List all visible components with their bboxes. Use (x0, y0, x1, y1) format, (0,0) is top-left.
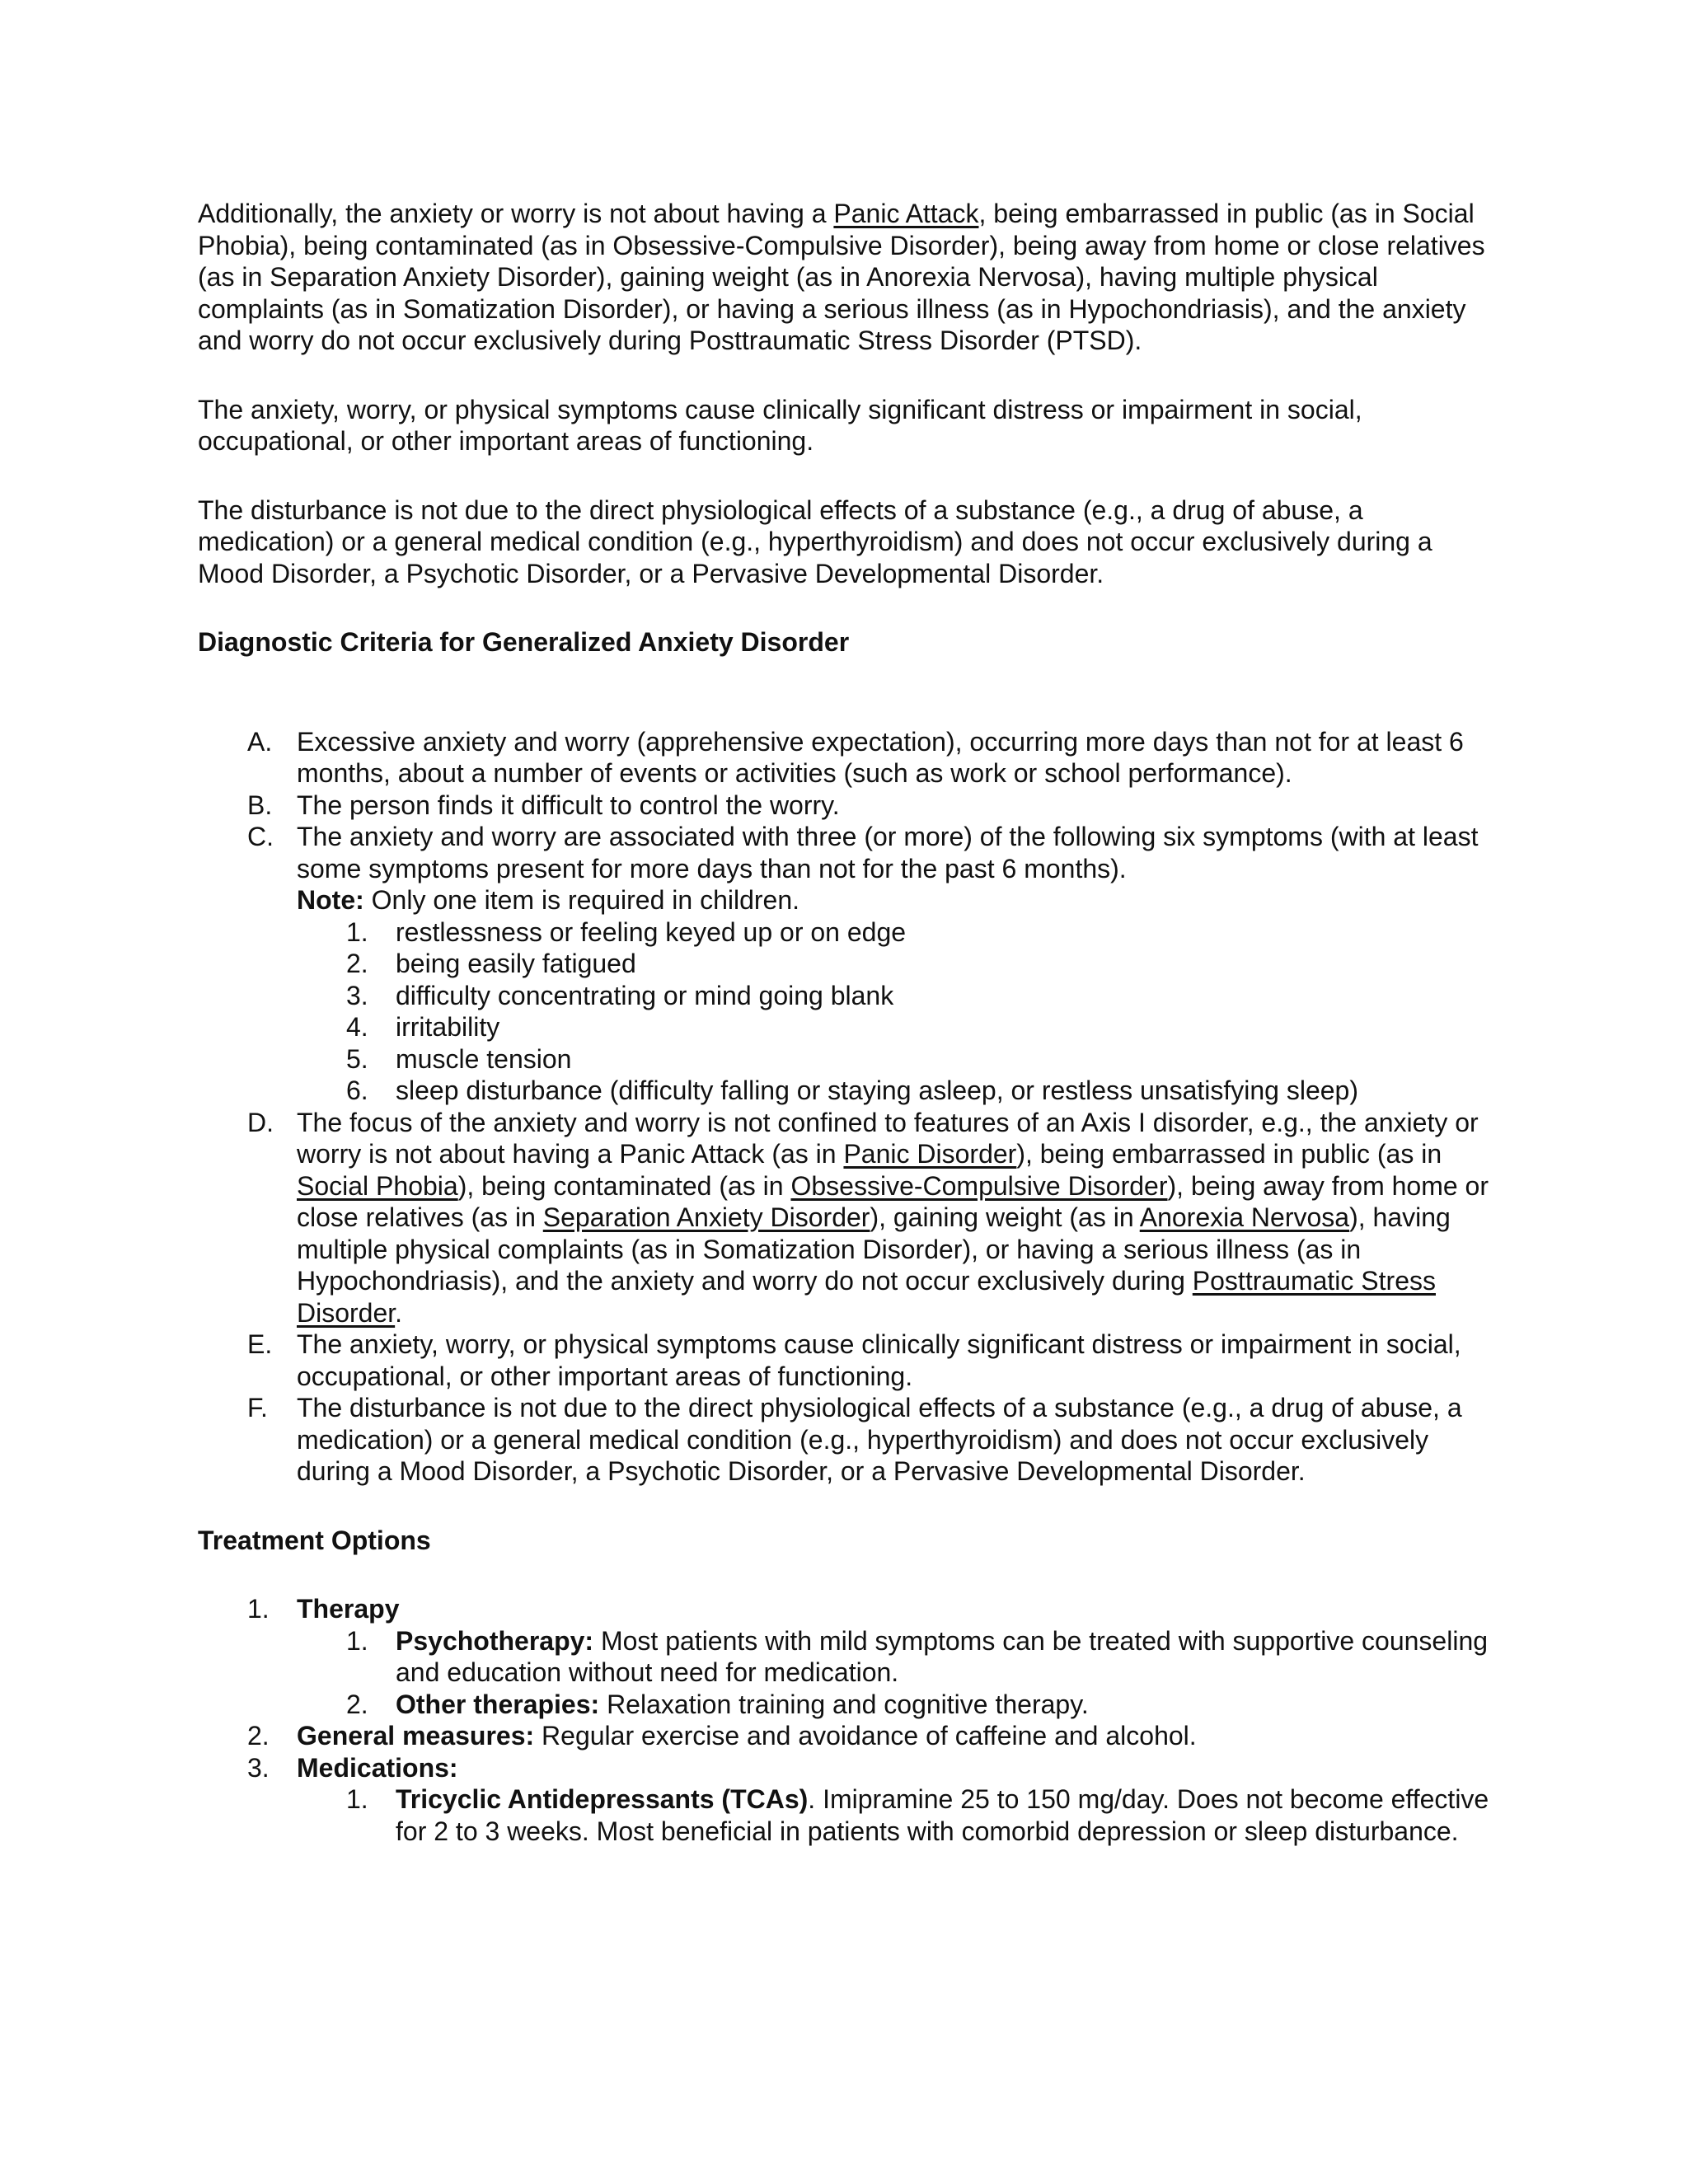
therapy-item: 2. Other therapies: Relaxation training and cognitive therapy. (346, 1689, 1089, 1719)
panic-attack-link[interactable]: Panic Attack (833, 199, 979, 228)
ptsd-link[interactable]: Posttraumatic Stress Disorder (297, 1266, 1436, 1328)
panic-disorder-link[interactable]: Panic Disorder (843, 1139, 1017, 1169)
treatment-label: General measures: (297, 1721, 535, 1750)
therapy-item: 1. Psychotherapy: Most patients with mild symptoms can be treated with supportive counseling and education without need for medication. (346, 1625, 1489, 1687)
criterion-b (198, 790, 1500, 822)
criterion-note (297, 884, 1500, 916)
symptom-item: 1. restlessness or feeling keyed up or on edge (346, 916, 907, 947)
criterion-a (198, 726, 1500, 790)
symptom-item: 5. muscle tension (346, 1043, 572, 1074)
note-label: Note: (297, 885, 364, 915)
document-page (198, 198, 1500, 1847)
medication-item: 1. Tricyclic Antidepressants (TCAs). Imipramine 25 to 150 mg/day. Does not become effective for 2 to 3 weeks. Most beneficial in patients with comorbid depression or sleep disturbance. (346, 1784, 1489, 1846)
criterion-text: Excessive anxiety and worry (apprehensive expectation), occurring more days than not for at least 6 months, about a number of events or activities (such as work or school performance). (297, 726, 1464, 788)
criterion-d: D. The focus of the anxiety and worry is not confined to features of an Axis I disorder, e.g., the anxiety or worry is not about having a Panic Attack (as in Panic Disorder), being embarrassed in public (as in Social Phobia), being contaminated (as in Obsessive-Compulsive Disorder), being away from home or close relatives (as in Separation Anxiety Disorder), gaining weight (as in Anorexia Nervosa), having multiple physical complaints (as in Somatization Disorder), or having a serious illness (as in Hypochondriasis), and the anxiety and worry do not occur exclusively during Posttraumatic Stress Disorder. (247, 1107, 1489, 1328)
paragraph-impairment: The anxiety, worry, or physical symptoms cause clinically significant distress or impairment in social, occupational, or other important areas of functioning. (198, 394, 1362, 456)
criterion-text: The disturbance is not due to the direct physiological effects of a substance (e.g., a drug of abuse, a medication) or a general medical condition (e.g., hyperthyroidism) and does not occur exclusively during a Mood Disorder, a Psychotic Disorder, or a Pervasive Developmental Disorder. (297, 1393, 1462, 1486)
treatment-options-heading: Treatment Options (198, 1525, 431, 1555)
criterion-f (198, 1392, 1500, 1488)
criteria-list (198, 726, 1500, 1488)
treatment-medications: 3. Medications: 1. Tricyclic Antidepressants (TCAs). Imipramine 25 to 150 mg/day. Does not become effective for 2 to 3 weeks. Most beneficial in patients with comorbid depression or sleep disturbance. (198, 1752, 1500, 1848)
treatment-therapy: 1. Therapy 1. Psychotherapy: Most patients with mild symptoms can be treated with supportive counseling and education without need for medication. 2. Other therapies: Relaxation training and cognitive therapy. (198, 1593, 1500, 1720)
criterion-marker: C. (247, 822, 274, 851)
criterion-marker: D. (247, 1107, 274, 1137)
paragraph-substance: The disturbance is not due to the direct physiological effects of a substance (e.g., a drug of abuse, a medication) or a general medical condition (e.g., hyperthyroidism) and does not occur exclusively during a Mood Disorder, a Psychotic Disorder, or a Pervasive Developmental Disorder. (198, 494, 1432, 588)
diagnostic-criteria-heading: Diagnostic Criteria for Generalized Anxiety Disorder (198, 627, 850, 657)
criterion-text: The person finds it difficult to control the worry. (297, 790, 840, 820)
treatment-general: 2. General measures: Regular exercise and avoidance of caffeine and alcohol. (247, 1721, 1197, 1750)
treatment-label: Medications: (297, 1752, 458, 1783)
symptom-item: 3. difficulty concentrating or mind going blank (346, 980, 894, 1010)
note-text: Only one item is required in children. (363, 885, 800, 915)
paragraph-exclusions: Additionally, the anxiety or worry is not about having a Panic Attack, being embarrassed in public (as in Social Phobia), being contaminated (as in Obsessive-Compulsive Disorder), being away from home or close relatives (as in Separation Anxiety Disorder), gaining weight (as in Anorexia Nervosa), having multiple physical complaints (as in Somatization Disorder), or having a serious illness (as in Hypochondriasis), and the anxiety and worry do not occur exclusively during Posttraumatic Stress Disorder (PTSD). (198, 199, 1485, 355)
criterion-c (198, 821, 1500, 1107)
therapy-sublist (297, 1625, 1500, 1721)
criterion-marker: A. (247, 726, 273, 757)
anorexia-nervosa-link[interactable]: Anorexia Nervosa (1139, 1202, 1350, 1232)
criterion-marker: F. (247, 1393, 268, 1422)
symptom-item: 6. sleep disturbance (difficulty falling or staying asleep, or restless unsatisfying sleep) (346, 1076, 1358, 1105)
criterion-e (198, 1329, 1500, 1392)
symptom-item: 4. irritability (346, 1012, 500, 1042)
medications-sublist (297, 1783, 1500, 1847)
social-phobia-link[interactable]: Social Phobia (297, 1170, 458, 1201)
criterion-text: The anxiety, worry, or physical symptoms cause clinically significant distress or impairment in social, occupational, or other important areas of functioning. (297, 1329, 1461, 1391)
symptom-list (297, 916, 1500, 1107)
separation-anxiety-link[interactable]: Separation Anxiety Disorder (542, 1202, 870, 1232)
treatment-list (198, 1593, 1500, 1847)
criterion-text: The anxiety and worry are associated with three (or more) of the following six symptoms (with at least some symptoms present for more days than not for the past 6 months). (297, 822, 1479, 883)
treatment-label: Therapy (297, 1594, 400, 1624)
criterion-marker: E. (247, 1329, 273, 1359)
criterion-marker: B. (247, 790, 273, 820)
ocd-link[interactable]: Obsessive-Compulsive Disorder (790, 1170, 1168, 1201)
symptom-item: 2. being easily fatigued (346, 949, 636, 978)
